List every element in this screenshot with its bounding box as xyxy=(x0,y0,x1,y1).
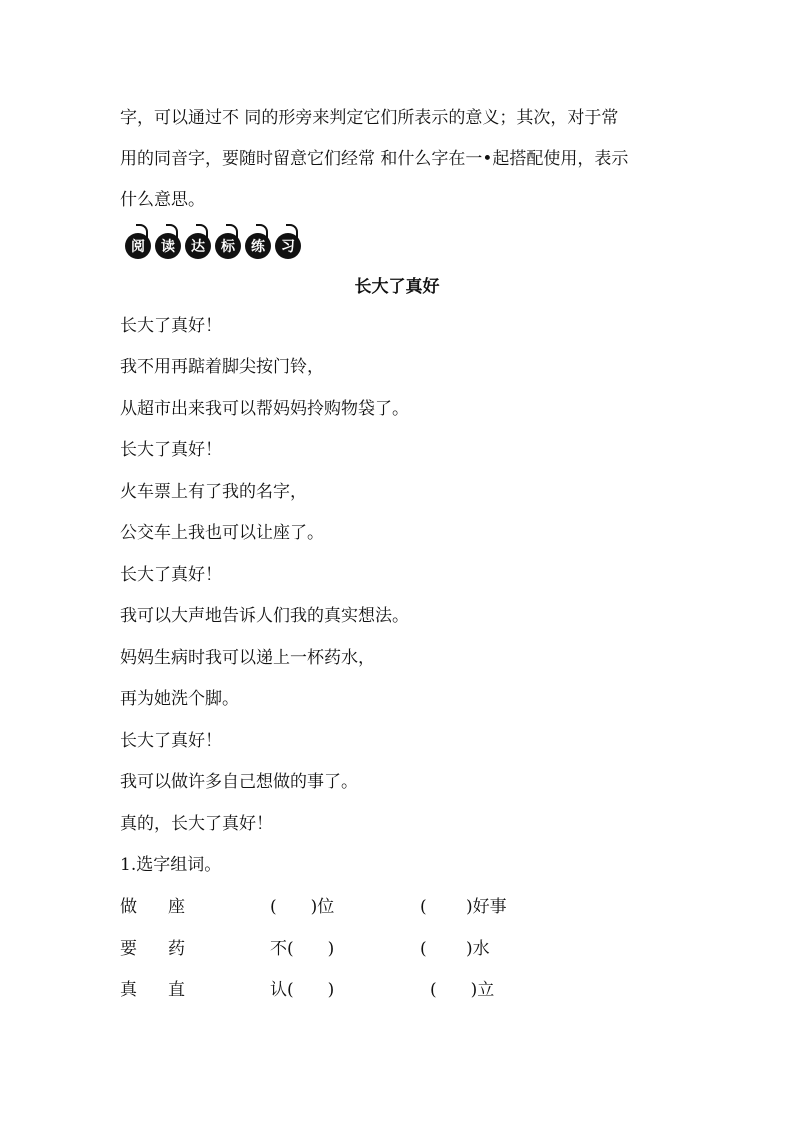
poem-line: 再为她洗个脚。 xyxy=(120,689,239,709)
bomb-badge-icon: 标 xyxy=(214,224,242,260)
poem-line: 长大了真好！ xyxy=(120,440,222,460)
exercise-blank[interactable]: ( )立 xyxy=(430,980,495,1000)
bomb-badge-icon: 达 xyxy=(184,224,212,260)
poem-line: 长大了真好！ xyxy=(120,565,222,585)
exercise-blank[interactable]: ( )好事 xyxy=(420,897,507,917)
poem-line: 我不用再踮着脚尖按门铃， xyxy=(120,357,324,377)
intro-line-3: 什么意思。 xyxy=(120,190,205,210)
poem-line: 长大了真好！ xyxy=(120,731,222,751)
exercise-heading: 1.选字组词。 xyxy=(120,855,222,875)
poem-line: 我可以做许多自己想做的事了。 xyxy=(120,772,358,792)
bomb-badge-icon: 阅 xyxy=(124,224,152,260)
exercise-char: 真 xyxy=(120,980,137,1000)
poem-line: 火车票上有了我的名字， xyxy=(120,482,307,502)
exercise-char: 直 xyxy=(168,980,185,1000)
bomb-badge-icon: 习 xyxy=(274,224,302,260)
poem-line: 从超市出来我可以帮妈妈拎购物袋了。 xyxy=(120,399,409,419)
poem-title: 长大了真好 xyxy=(354,277,440,297)
exercise-blank[interactable]: ( )位 xyxy=(270,897,335,917)
exercise-blank[interactable]: ( )水 xyxy=(420,939,490,959)
bomb-badge-icon: 读 xyxy=(154,224,182,260)
exercise-char: 做 xyxy=(120,897,137,917)
exercise-char: 药 xyxy=(168,939,185,959)
poem-line: 公交车上我也可以让座了。 xyxy=(120,523,324,543)
intro-line-2: 用的同音字，要随时留意它们经常 和什么字在一•起搭配使用，表示 xyxy=(120,149,629,169)
poem-line: 我可以大声地告诉人们我的真实想法。 xyxy=(120,606,409,626)
bomb-badge-icon: 练 xyxy=(244,224,272,260)
exercise-blank[interactable]: 不( ) xyxy=(270,939,335,959)
poem-line: 真的，长大了真好！ xyxy=(120,814,273,834)
exercise-char: 要 xyxy=(120,939,137,959)
poem-line: 长大了真好！ xyxy=(120,316,222,336)
intro-line-1: 字，可以通过不 同的形旁来判定它们所表示的意义；其次，对于常 xyxy=(120,108,619,128)
exercise-char: 座 xyxy=(168,897,185,917)
exercise-blank[interactable]: 认( ) xyxy=(270,980,335,1000)
poem-line: 妈妈生病时我可以递上一杯药水， xyxy=(120,648,375,668)
reading-practice-banner xyxy=(124,224,302,262)
